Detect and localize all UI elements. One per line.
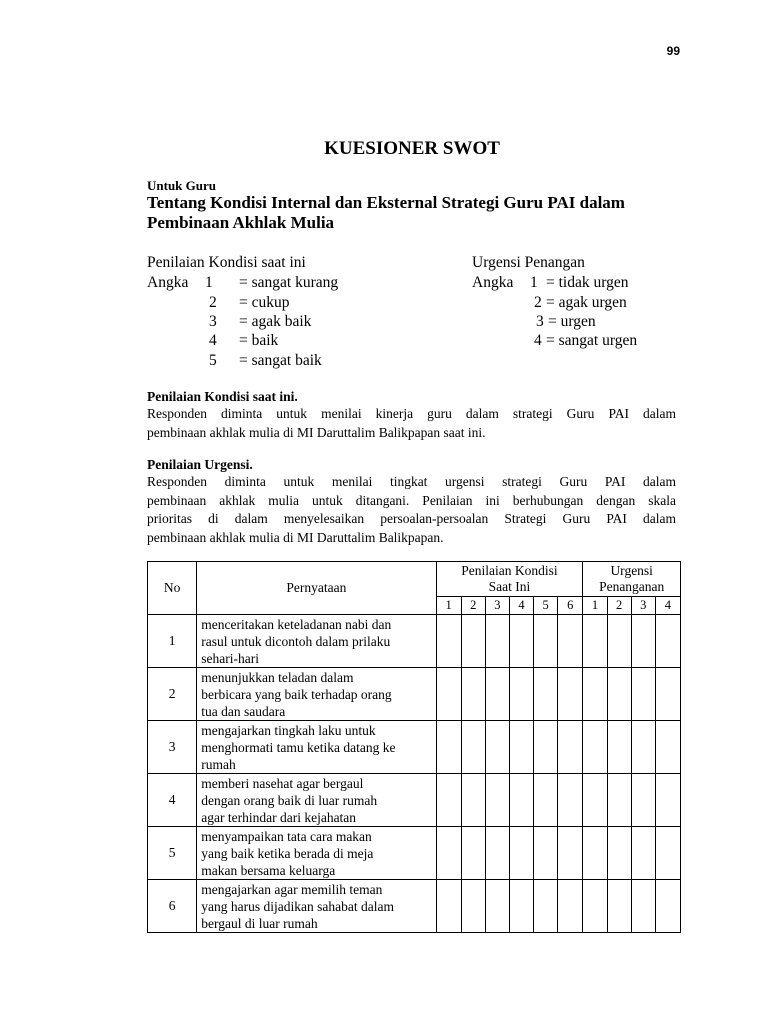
scale-urgensi-num: 2 xyxy=(534,294,542,311)
row-number: 1 xyxy=(148,615,197,668)
urgensi-rating-cell[interactable] xyxy=(583,827,607,880)
text-line: Responden diminta untuk menilai kinerja guru dalam strategi Guru PAI dalam xyxy=(147,406,676,421)
table-row xyxy=(148,827,681,880)
kondisi-rating-cell[interactable] xyxy=(558,668,583,721)
subtitle: Untuk Guru xyxy=(147,178,216,193)
urgensi-rating-cell[interactable] xyxy=(655,880,680,933)
text-line: Responden diminta untuk menilai tingkat urgensi strategi Guru PAI dalam xyxy=(147,474,676,489)
row-statement xyxy=(197,880,436,933)
urgensi-rating-cell[interactable] xyxy=(583,615,607,668)
document-heading: Tentang Kondisi Internal dan Eksternal Strategi Guru PAI dalam Pembinaan Akhlak Mulia xyxy=(147,193,625,232)
scale-kondisi-title: Penilaian Kondisi saat ini xyxy=(147,254,306,271)
scale-kondisi-label: = sangat kurang xyxy=(239,274,339,291)
kondisi-rating-cell[interactable] xyxy=(509,880,533,933)
kondisi-rating-cell[interactable] xyxy=(534,615,558,668)
kondisi-rating-cell[interactable] xyxy=(509,615,533,668)
kondisi-rating-cell[interactable] xyxy=(485,721,509,774)
kondisi-rating-cell[interactable] xyxy=(558,615,583,668)
statement-line: makan bersama keluarga xyxy=(201,863,336,878)
kondisi-rating-cell[interactable] xyxy=(558,827,583,880)
statement-line: bergaul di luar rumah xyxy=(201,916,318,931)
urgensi-scale-cell: 3 xyxy=(631,597,655,615)
urgensi-rating-cell[interactable] xyxy=(631,615,655,668)
table-row xyxy=(148,774,681,827)
questionnaire-table xyxy=(147,561,681,933)
kondisi-scale-cell: 4 xyxy=(509,597,533,615)
section-urgensi-text xyxy=(147,473,676,547)
kondisi-rating-cell[interactable] xyxy=(461,880,485,933)
table-row xyxy=(148,721,681,774)
scale-kondisi-num: 5 xyxy=(209,352,217,369)
table-body xyxy=(148,615,681,933)
statement-line: menceritakan keteladanan nabi dan xyxy=(201,617,392,632)
kondisi-rating-cell[interactable] xyxy=(485,880,509,933)
col-kondisi-header xyxy=(436,562,583,597)
table-header-row xyxy=(148,562,681,597)
page-number: 99 xyxy=(666,44,680,58)
text-line: pembinaan akhlak mulia untuk ditangani. Penilaian ini berhubungan dengan skala xyxy=(147,492,676,508)
kondisi-rating-cell[interactable] xyxy=(509,774,533,827)
urgensi-rating-cell[interactable] xyxy=(607,615,631,668)
kondisi-rating-cell[interactable] xyxy=(558,774,583,827)
page-title: KUESIONER SWOT xyxy=(324,138,500,159)
row-number: 6 xyxy=(148,880,197,933)
kondisi-rating-cell[interactable] xyxy=(461,774,485,827)
kondisi-rating-cell[interactable] xyxy=(485,668,509,721)
row-statement xyxy=(197,615,436,668)
statement-line: agar terhindar dari kejahatan xyxy=(201,810,357,825)
kondisi-rating-cell[interactable] xyxy=(534,880,558,933)
urgensi-rating-cell[interactable] xyxy=(583,774,607,827)
kondisi-rating-cell[interactable] xyxy=(461,721,485,774)
scale-kondisi-label: = sangat baik xyxy=(239,352,322,369)
scale-urgensi-num: 3 xyxy=(536,313,544,330)
section-urgensi-title: Penilaian Urgensi. xyxy=(147,457,253,472)
text-line: pembinaan akhlak mulia di MI Daruttalim Balikpapan. xyxy=(147,529,444,545)
urgensi-rating-cell[interactable] xyxy=(607,827,631,880)
scale-kondisi-num: 3 xyxy=(209,313,217,330)
row-number: 2 xyxy=(148,668,197,721)
urgensi-scale-cell: 1 xyxy=(583,597,607,615)
statement-line: yang harus dijadikan sahabat dalam xyxy=(201,899,394,914)
urgensi-rating-cell[interactable] xyxy=(583,721,607,774)
section-kondisi-title: Penilaian Kondisi saat ini. xyxy=(147,389,298,404)
kondisi-rating-cell[interactable] xyxy=(509,668,533,721)
kondisi-rating-cell[interactable] xyxy=(485,615,509,668)
statement-line: rasul untuk dicontoh dalam prilaku xyxy=(201,634,391,649)
scale-urgensi xyxy=(472,253,682,353)
urgensi-rating-cell[interactable] xyxy=(607,721,631,774)
statement-line: mengajarkan tingkah laku untuk xyxy=(201,723,376,738)
text-line: pembinaan akhlak mulia di MI Daruttalim Balikpapan saat ini. xyxy=(147,424,486,440)
scale-kondisi-num: 2 xyxy=(209,294,217,311)
urgensi-scale-cell: 4 xyxy=(655,597,680,615)
statement-line: dengan orang baik di luar rumah xyxy=(201,793,378,808)
urgensi-rating-cell[interactable] xyxy=(655,721,680,774)
row-statement xyxy=(197,827,436,880)
scale-kondisi-num: 1 xyxy=(205,274,213,291)
col-statement-header: Pernyataan xyxy=(197,562,436,615)
row-statement xyxy=(197,668,436,721)
scale-kondisi-label: = baik xyxy=(239,332,279,349)
kondisi-scale-cell: 1 xyxy=(436,597,461,615)
kondisi-rating-cell[interactable] xyxy=(436,721,461,774)
scale-urgensi-title: Urgensi Penangan xyxy=(472,254,585,271)
statement-line: yang baik ketika berada di meja xyxy=(201,846,374,861)
table-row xyxy=(148,668,681,721)
kondisi-rating-cell[interactable] xyxy=(534,827,558,880)
statement-line: tua dan saudara xyxy=(201,704,286,719)
urgensi-rating-cell[interactable] xyxy=(631,721,655,774)
kondisi-scale-cell: 5 xyxy=(534,597,558,615)
statement-line: memberi nasehat agar bergaul xyxy=(201,776,364,791)
kondisi-rating-cell[interactable] xyxy=(461,615,485,668)
table-row xyxy=(148,880,681,933)
urgensi-rating-cell[interactable] xyxy=(607,880,631,933)
text-line: prioritas di dalam menyelesaikan persoalan-persoalan Strategi Guru PAI dalam xyxy=(147,511,676,526)
scale-urgensi-num: 1 xyxy=(530,274,538,291)
urgensi-rating-cell[interactable] xyxy=(607,668,631,721)
col-urgensi-header-line: Penanganan xyxy=(599,579,665,594)
scale-urgensi-label: = agak urgen xyxy=(546,294,627,311)
scale-kondisi-label: = cukup xyxy=(239,294,290,311)
kondisi-scale-cell: 2 xyxy=(461,597,485,615)
scale-kondisi xyxy=(147,253,447,373)
kondisi-rating-cell[interactable] xyxy=(436,668,461,721)
urgensi-rating-cell[interactable] xyxy=(655,827,680,880)
row-number: 4 xyxy=(148,774,197,827)
urgensi-rating-cell[interactable] xyxy=(631,774,655,827)
kondisi-rating-cell[interactable] xyxy=(485,827,509,880)
section-kondisi-text xyxy=(147,405,676,442)
scale-kondisi-num: 4 xyxy=(209,332,217,349)
statement-line: berbicara yang baik terhadap orang xyxy=(201,687,392,702)
kondisi-rating-cell[interactable] xyxy=(436,880,461,933)
row-number: 5 xyxy=(148,827,197,880)
statement-line: menyampaikan tata cara makan xyxy=(201,829,372,844)
statement-line: rumah xyxy=(201,757,236,772)
kondisi-rating-cell[interactable] xyxy=(534,668,558,721)
urgensi-rating-cell[interactable] xyxy=(607,774,631,827)
scale-urgensi-num: 4 xyxy=(534,332,542,349)
kondisi-rating-cell[interactable] xyxy=(534,774,558,827)
row-number: 3 xyxy=(148,721,197,774)
kondisi-scale-cell: 6 xyxy=(558,597,583,615)
kondisi-rating-cell[interactable] xyxy=(461,827,485,880)
kondisi-scale-cell: 3 xyxy=(485,597,509,615)
row-statement xyxy=(197,774,436,827)
kondisi-rating-cell[interactable] xyxy=(436,774,461,827)
col-urgensi-header-line: Urgensi xyxy=(610,563,653,578)
urgensi-rating-cell[interactable] xyxy=(631,668,655,721)
col-no-header: No xyxy=(148,562,197,615)
scale-urgensi-lead: Angka xyxy=(472,274,514,291)
col-kondisi-header-line: Saat Ini xyxy=(488,579,531,594)
statement-line: sehari-hari xyxy=(201,651,259,666)
kondisi-rating-cell[interactable] xyxy=(509,721,533,774)
urgensi-rating-cell[interactable] xyxy=(583,880,607,933)
kondisi-rating-cell[interactable] xyxy=(485,774,509,827)
kondisi-rating-cell[interactable] xyxy=(534,721,558,774)
kondisi-rating-cell[interactable] xyxy=(558,880,583,933)
statement-line: menghormati tamu ketika datang ke xyxy=(201,740,396,755)
col-kondisi-header-line: Penilaian Kondisi xyxy=(461,563,558,578)
row-statement xyxy=(197,721,436,774)
scale-urgensi-label: = tidak urgen xyxy=(546,274,629,291)
urgensi-rating-cell[interactable] xyxy=(631,827,655,880)
kondisi-rating-cell[interactable] xyxy=(558,721,583,774)
scale-urgensi-label: = sangat urgen xyxy=(546,332,638,349)
urgensi-rating-cell[interactable] xyxy=(655,774,680,827)
col-urgensi-header xyxy=(583,562,681,597)
kondisi-rating-cell[interactable] xyxy=(509,827,533,880)
urgensi-rating-cell[interactable] xyxy=(655,615,680,668)
table-row xyxy=(148,615,681,668)
urgensi-scale-cell: 2 xyxy=(607,597,631,615)
urgensi-rating-cell[interactable] xyxy=(583,668,607,721)
scale-urgensi-label: = urgen xyxy=(548,313,596,330)
kondisi-rating-cell[interactable] xyxy=(436,827,461,880)
kondisi-rating-cell[interactable] xyxy=(461,668,485,721)
scale-kondisi-lead: Angka xyxy=(147,274,189,291)
statement-line: mengajarkan agar memilih teman xyxy=(201,882,383,897)
scale-kondisi-label: = agak baik xyxy=(239,313,312,330)
urgensi-rating-cell[interactable] xyxy=(655,668,680,721)
urgensi-rating-cell[interactable] xyxy=(631,880,655,933)
statement-line: menunjukkan teladan dalam xyxy=(201,670,354,685)
kondisi-rating-cell[interactable] xyxy=(436,615,461,668)
